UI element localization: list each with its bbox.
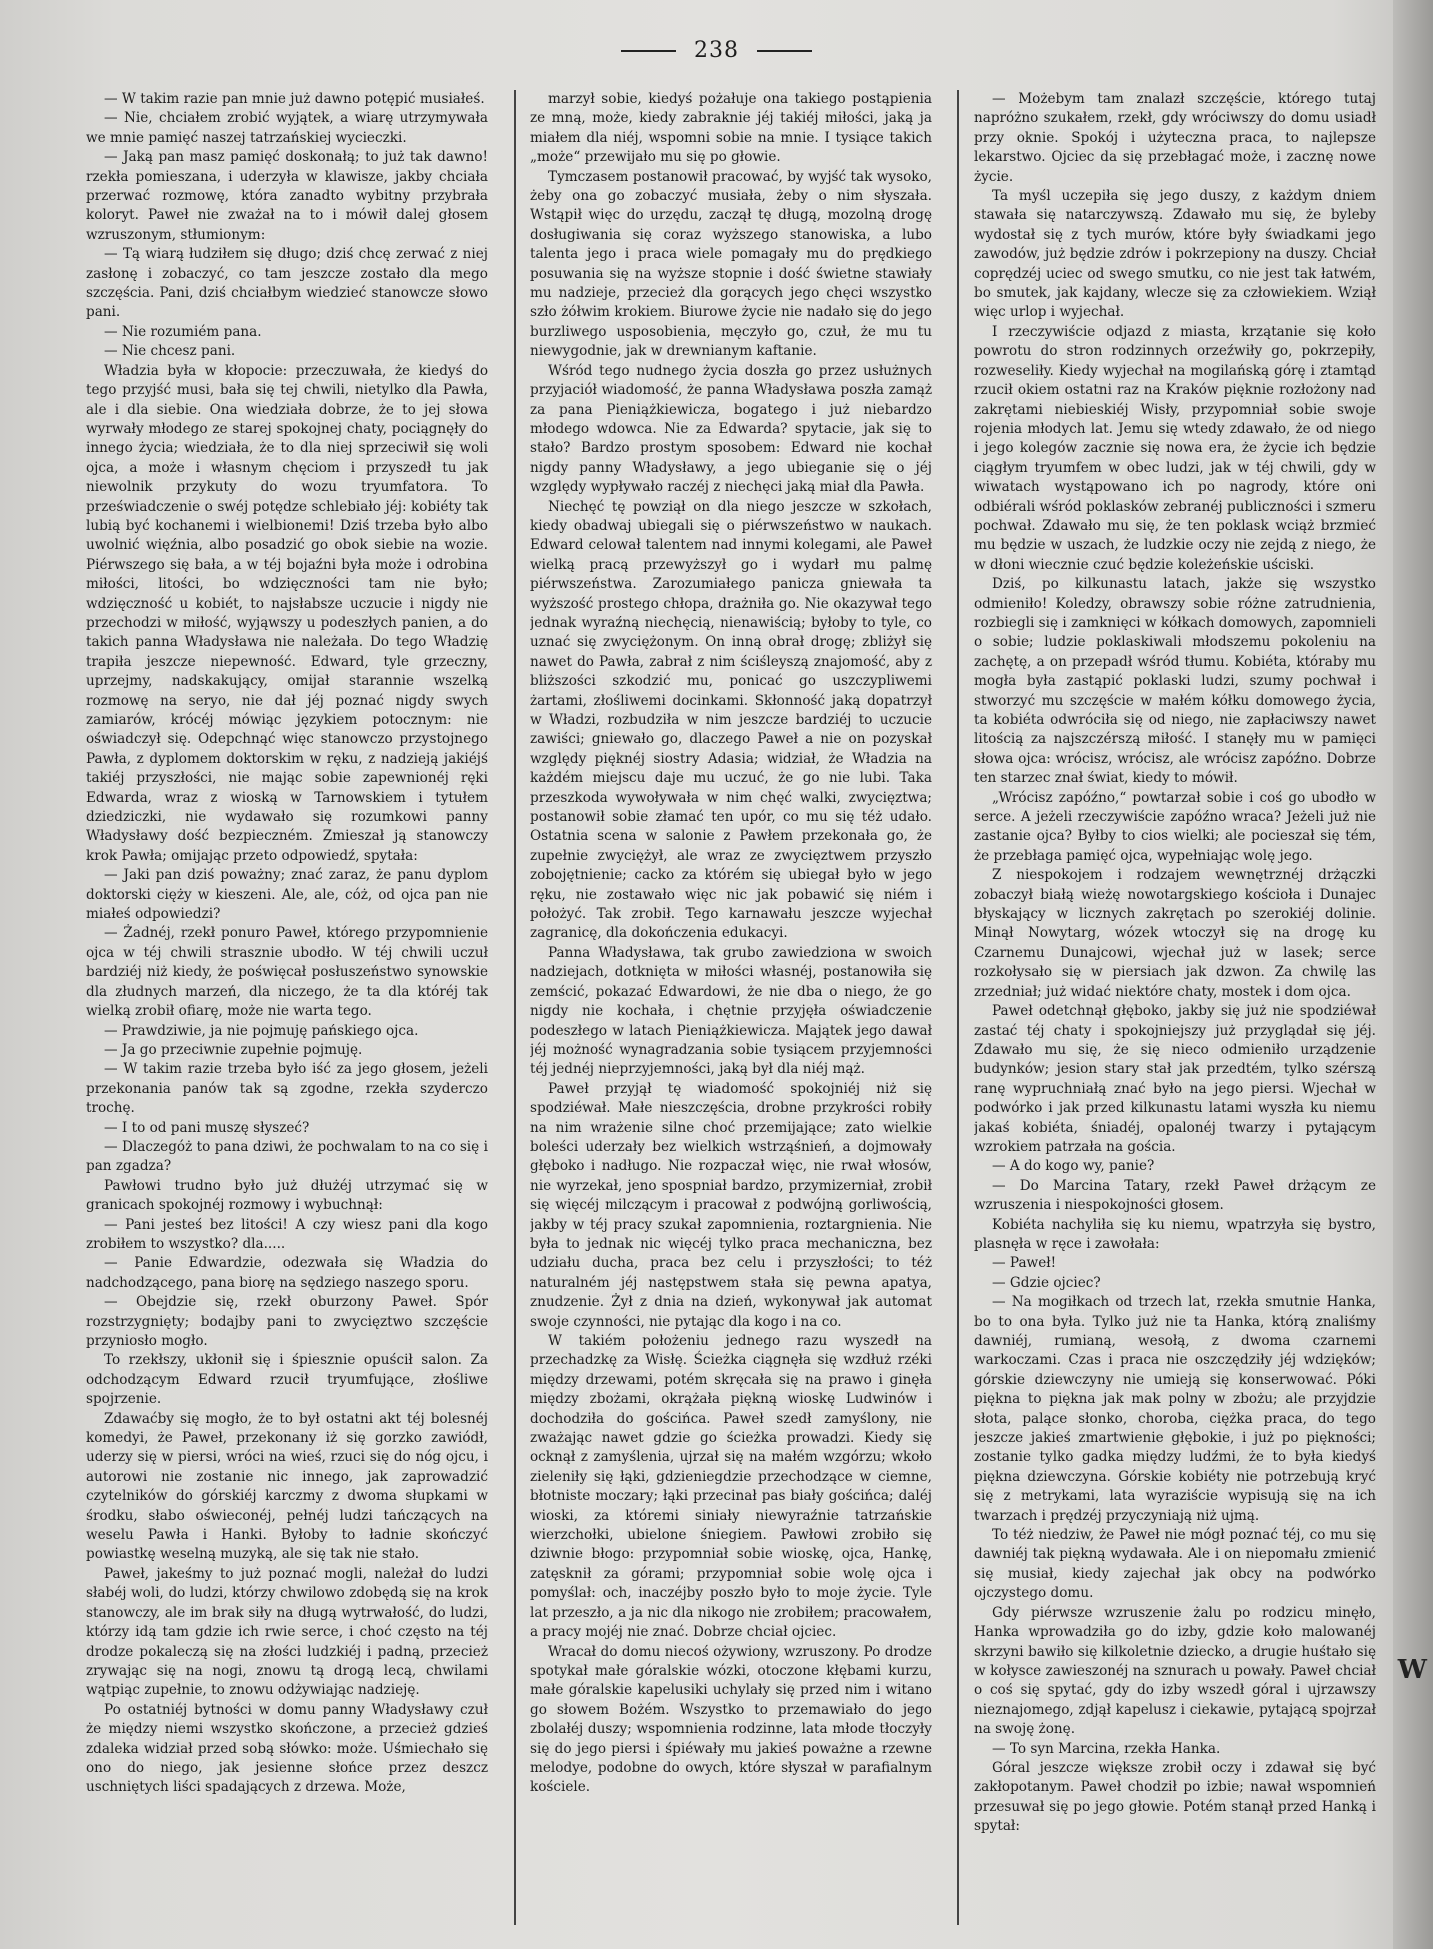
header-rule-left [621, 50, 676, 52]
paragraph: Zdawaćby się mogło, że to był ostatni akt téj bolesnéj komedyi, że Paweł, przekonany iż się gorzko zawiódł, uderzy się w piersi, wróci na wieś, rzuci się do nóg ojcu, i autorowi nie zostanie nic innego, jak zaprowadzić czytelników do górskiéj karczmy z dwoma słupkami w środku, słabo oświeconéj, pełnéj ludzi tańczących na weselu Pawła i Hanki. Byłoby to ładnie skończyć powiastkę weselną muzyką, ale się tak nie stało. [86, 1410, 488, 1563]
paragraph: Z niespokojem i rodzajem wewnętrznéj drżączki zobaczył białą wieżę nowotargskiego kościoła i Dunajec błyskający w licznych zakrętach po szerokiéj dolinie. Minął Nowytarg, wózek wtoczył się na drogę ku Czarnemu Dunajcowi, wjechał już w lasek; serce rozkołysało się w piersiach jak dzwon. Za chwilę las zrzedniał; już widać niektóre chaty, mostek i dom ojca. [974, 867, 1376, 1000]
paragraph: W takiém położeniu jednego razu wyszedł na przechadzkę za Wisłę. Ścieżka ciągnęła się wzdłuż rzéki między drzewami, potém skręcała się na prawo i ginęła między zbożami, okrążała piękną wioskę Ludwinów i dochodziła do gościńca. Paweł szedł zamyślony, nie zważając nawet gdzie go ścieżka prowadzi. Kiedy się ocknął z zamyślenia, ujrzał się na małém wzgórzu; wkoło zieleniły się łąki, gdzieniegdzie przechodzące w ciemne, błotniste moczary; łąki przecinał pas biały gościńca; daléj wioski, za któremi siniały niewyraźnie tatrzańskie wierzchołki, ubielone śniegiem. Pawłowi zrobiło się dziwnie błogo: przypomniał sobie wioskę, ojca, Hankę, zatęsknił za górami; przypomniał sobie wolę ojca i pomyślał: och, inaczéjby poszło było to moje życie. Tyle lat przeszło, a ja nic dla nikogo nie zrobiłem; pracowałem, a pracy mojéj nie znać. Dobrze chciał ojciec. [530, 1333, 932, 1641]
column-divider-1 [514, 90, 516, 1925]
paragraph: — W takim razie pan mnie już dawno potępić musiałeś. [104, 91, 485, 107]
paragraph: — Nie chcesz pani. [104, 343, 236, 360]
paragraph: To rzekłszy, ukłonił się i śpiesznie opuścił salon. Za odchodzącym Edward rzucił tryumfujące, złośliwe spojrzenie. [86, 1352, 488, 1408]
paragraph: — Prawdziwie, ja nie pojmuję pańskiego ojca. [104, 1022, 419, 1039]
paragraph: I rzeczywiście odjazd z miasta, krzątanie się koło powrotu do stron rodzinnych orzeźwiły go, pokrzepiły, rozweseliły. Kiedy wyjechał na mogilańską górę i ztamtąd rzucił okiem ostatni raz na Kraków pięknie rozłożony nad zakrętami niebieskiéj Wisły, przypomniał sobie swoje rojenia młodych lat. Jemu się wtedy zdawało, że od niego i jego kolegów zacznie się nowa era, że życie ich będzie ciągłym tryumfem w obec ludzi, jak w téj chwili, gdy w wiwatach wystąpowano ich po nagrody, które oni odbiérali wśród poklasków zebranéj publiczności i szmeru pochwał. Zdawało mu się, że ten poklask wciąż brzmieć mu będzie w uszach, że ludzkie oczy nie zejdą z niego, że w dłoni wiecznie czuć będzie koleżeńskie uściski. [974, 323, 1376, 573]
paragraph: „Wrócisz zapóźno,“ powtarzał sobie i coś go ubodło w serce. A jeżeli rzeczywiście zapóźno wraca? Jeżeli już nie zastanie ojca? Byłby to cios wielki; ale pocieszał się tém, że przebłaga pamięć ojca, wypełniając wolę jego. [974, 789, 1376, 864]
paragraph: — Nie, chciałem zrobić wyjątek, a wiarę utrzymywała we mnie pamięć naszej tatrzańskiej wycieczki. [86, 110, 488, 146]
paragraph: — To syn Marcina, rzekła Hanka. [992, 1740, 1221, 1757]
adjacent-page-edge [1393, 0, 1433, 1949]
paragraph: Wśród tego nudnego życia doszła go przez usłużnych przyjaciół wiadomość, że panna Władysława poszła zamąż za pana Pieniążkiewicza, bogatego i już niebardzo młodego wdowca. Nie za Edwarda? spytacie, jak się to stało? Bardzo prostym sposobem: Edward nie kochał nigdy panny Władysławy, a jego ubieganie się o jéj względy wypływało raczéj z niechęci jaką miał dla Pawła. [530, 362, 932, 496]
paragraph: Kobiéta nachyliła się ku niemu, wpatrzyła się bystro, plasnęła w ręce i zawołała: [974, 1216, 1376, 1252]
paragraph: — Na mogiłkach od trzech lat, rzekła smutnie Hanka, bo to ona była. Tylko już nie ta Hanka, którą znaliśmy dawniéj, rumianą, wesołą, z dwoma czarnemi warkoczami. Czas i praca nie oszczędziły jéj wdzięków; górskie dziewczyny nie umieją się konserwować. Póki piękna to piękna jak mak polny w zbożu; ale przyjdzie słota, palące słonko, choroba, ciężka praca, do tego jeszcze jakieś zmartwienie głębokie, i już po piękności; zostanie tylko gadka między ludźmi, że to była kiedyś piękna dziewczyna. Górskie kobiéty nie potrzebują kryć się z metrykami, lata wyraziście wypisują się na ich twarzach i prędzéj przyczyniają niż ujmą. [974, 1294, 1376, 1524]
paragraph: Pawłowi trudno było już dłużéj utrzymać się w granicach spokojnéj rozmowy i wybuchnął: [86, 1177, 488, 1214]
paragraph: — Pani jesteś bez litości! A czy wiesz pani dla kogo zrobiłem to wszystko? dla..... [86, 1216, 488, 1252]
paragraph: — Nie rozumiém pana. [104, 323, 262, 340]
paragraph: Paweł odetchnął głęboko, jakby się już nie spodziéwał zastać téj chaty i spokojniejszy już przyglądał się jéj. Zdawało mu się, że się nieco odmieniło urządzenie budynków; jesion stary stał jak przedtém, tylko szérszą ranę wypruchniałą znać było na jego piersi. Wjechał w podwórko i jak przed kilkunastu latami wyszła ku niemu jakaś kobiéta, śniadéj, opalonéj twarzy i pytającym wzrokiem patrzała na gościa. [974, 1003, 1376, 1155]
paragraph: — Jaki pan dziś poważny; znać zaraz, że panu dyplom doktorski cięży w kieszeni. Ale, ale, cóż, od ojca pan nie miałeś odpowiedzi? [86, 867, 488, 923]
paragraph: — A do kogo wy, panie? [992, 1158, 1155, 1175]
paragraph: Dziś, po kilkunastu latach, jakże się wszystko odmieniło! Koledzy, obrawszy sobie różne zatrudnienia, rozbiegli się i zamknięci w kółkach domowych, zapomnieli o sobie; ludzie poklaskiwali młodszemu pokoleniu na zachętę, a on przepadł wśród tłumu. Kobiéta, któraby mu mogła była zastąpić poklaski ludzi, szumy pochwał i stworzyć mu szczęście w małém kółku domowego życia, ta kobiéta odwróciła się od niego, nie zapłaciwszy nawet litością za najszczérszą miłość. I stanęły mu w pamięci słowa ojca: wrócisz, wrócisz, ale wrócisz zapóźno. Dobrze ten starzec znał świat, kiedy to mówił. [974, 576, 1376, 787]
text-column-1 [86, 90, 488, 1920]
paragraph: — Jaką pan masz pamięć doskonałą; to już tak dawno! rzekła pomieszana, i uderzyła w klawisze, jakby chciała przerwać rozmowę, która zanadto wybitny przybrała koloryt. Paweł nie zważał na to i mówił dalej głosem wzruszonym, stłumionym: [86, 149, 488, 243]
paragraph: Władzia była w kłopocie: przeczuwała, że kiedyś do tego przyjść musi, bała się tej chwili, nietylko dla Pawła, ale i dla siebie. Ona wiedziała dobrze, że to jej słowa wyrwały młodego ze starej spokojnej chaty, pociągnęły do innego życia; wiedziała, że to dla niej sprzeciwił się woli ojca, a może i własnym chęciom i przyszedł tu jak niewolnik przykuty do wozu tryumfatora. To przeświadczenie o swéj potędze schlebiało jéj: kobiéty tak lubią być kochanemi i wielbionemi! Dziś trzeba było albo uwolnić więźnia, albo posadzić go obok siebie na wozie. Piérwszego się bała, a w téj bojaźni była może i odrobina miłości, litości, bo wdzięczności tam nie było; wdzięczność u kobiét, to najsłabsze uczucie i nigdy nie przechodzi w miłość, wyjąwszy u podeszłych panien, a do takich panna Władysława nie należała. Do tego Władzię trapiła jeszcze niepewność. Edward, tyle grzeczny, uprzejmy, nadskakujący, omijał starannie wszelką rozmowę na seryo, nie dał jéj poznać nigdy swych zamiarów, krócéj mówiąc językiem potocznym: nie oświadczył się. Odepchnąć więc stanowczo przystojnego Pawła, z dyplomem doktorskim w ręku, z nadzieją jakiéjś takiéj przyszłości, nie mając sobie zapewnionéj ręki Edwarda, wraz z wioską w Tarnowskiem i tytułem dziedziczki, nie wydawało się rozumkowi panny Władysławy dość bezpieczném. Zmieszał ją stanowczy krok Pawła; omijając przeto odpowiedź, spytała: [86, 362, 488, 864]
page-number: 238 [694, 38, 739, 63]
paragraph: — Gdzie ojciec? [992, 1274, 1101, 1291]
paragraph: Paweł przyjął tę wiadomość spokojniéj niż się spodziéwał. Małe nieszczęścia, drobne przykrości robiły na nim wrażenie silne choć przemijające; zato wielkie boleści uderzały bez wielkich wstrząśnień, a dojmowały głęboko i nadługo. Nie rozpaczał więc, nie rwał włosów, nie wyrzekał, jeno spospniał bardzo, przymizerniał, zrobił się więcéj milczącym i pracował z podwójną gorliwością, jakby w téj pracy szukał zapomnienia, roztargnienia. Nie była to jednak nic więcéj tylko praca mechaniczna, bez udziału ducha, praca bez celu i przyszłości; to téż naturalném jéj następstwem stała się pewna apatya, znudzenie. Żył z dnia na dzień, wykonywał jak automat swoje czynności, nie pytając dla kogo i na co. [530, 1080, 932, 1330]
paragraph: — Żadnéj, rzekł ponuro Paweł, którego przypomnienie ojca w téj chwili strasznie ubodło. W téj chwili uczuł bardziéj niż kiedy, że poświęcał posłuszeństwo synowskie dla złudnych marzeń, dla niczego, że ta dla któréj tak wielką zrobił ofiarę, może nie warta tego. [86, 925, 488, 1020]
paragraph: — Panie Edwardzie, odezwała się Władzia do nadchodzącego, pana biorę na sędziego naszego sporu. [86, 1255, 488, 1291]
header-rule-right [757, 50, 812, 52]
paragraph: Po ostatniéj bytności w domu panny Władysławy czuł że między niemi wszystko skończone, a przecież gdzieś zdaleka widział przed sobą słówko: może. Uśmiechało się ono do niego, jak jesienne słońce przez deszcz uschniętych liści spadających z drzewa. Może, [86, 1701, 488, 1796]
paragraph: — Możebym tam znalazł szczęście, którego tutaj napróżno szukałem, rzekł, gdy wróciwszy do domu usiadł przy oknie. Spokój i użyteczna praca, to najlepsze lekarstwo. Ojciec da się przebłagać może, i zacznę nowe życie. [974, 91, 1376, 185]
paragraph: To téż niedziw, że Paweł nie mógł poznać téj, co mu się dawniéj tak piękną wydawała. Ale i on niepomału zmienić się musiał, kiedy zajechał jak obcy na podwórko ojczystego domu. [974, 1527, 1376, 1602]
paragraph: — Obejdzie się, rzekł oburzony Paweł. Spór rozstrzygnięty; bodajby pani to zwycięztwo szczęście przyniosło mogło. [86, 1294, 488, 1349]
edge-text-fragment: W [1397, 1655, 1427, 1685]
paragraph: — Ja go przeciwnie zupełnie pojmuję. [104, 1041, 363, 1058]
paragraph: Góral jeszcze większe zrobił oczy i zdawał się być zakłopotanym. Paweł chodził po izbie; nawał wspomnień przesuwał się po jego głowie. Potém stanął przed Hanką i spytał: [974, 1759, 1376, 1835]
paragraph: Wracał do domu niecoś ożywiony, wzruszony. Po drodze spotykał małe góralskie wózki, otoczone kłębami kurzu, małe góralskie kapelusiki uchylały się przed nim i witano go słowem Bożém. Wszystko to przemawiało do jego zbolałéj duszy; wspomnienia rodzinne, lata młode tłoczyły się do jego piersi i śpiéwały mu jakieś poważne a rzewne melodye, podobne do owych, które słyszał w parafialnym kościele. [530, 1643, 932, 1796]
paragraph: Niechęć tę powziął on dla niego jeszcze w szkołach, kiedy obadwaj ubiegali się o piérwszeństwo w naukach. Edward celował talentem nad innymi kolegami, ale Paweł wielką pracą przewyższył go i wydarł mu palmę piérwszeństwa. Zarozumiałego panicza gniewała ta wyższość prostego chłopa, drażniła go. Nie okazywał tego jednak wyraźną niechęcią, nienawiścią; byłoby to tyle, co uznać się zwyciężonym. On inną obrał drogę; zbliżył się nawet do Pawła, zabrał z nim ściśleyszą znajomość, aby z bliższości szkodzić mu, ponicać go uszczypliwemi żartami, złośliwemi docinkami. Skłonność jaką dopatrzył w Władzi, rozbudziła w nim jeszcze bardziéj to uczucie zawiści; gniewało go, dlaczego Paweł a nie on pozyskał względy pięknéj siostry Adasia; widział, że Władzia na każdém miejscu daje mu uczuć, że go nie lubi. Taka przeszkoda wywoływała w nim chęć walki, zwycięztwa; postanowił sobie złamać ten upór, co mu się téż udało. Ostatnia scena w salonie z Pawłem przekonała go, że zupełnie zwyciężył, ale wraz ze zwycięztwem przyszło zobojętnienie; cacko za którém się ubiegał było w jego ręku, nie zostawało więc nic jak pobawić się niém i położyć. Tak zrobił. Tego karnawału jeszcze wyjechał zagranicę, dla dokończenia edukacyi. [530, 498, 932, 942]
paragraph: Ta myśl uczepiła się jego duszy, z każdym dniem stawała się natarczywszą. Zdawało mu się, że byleby wydostał się z tych murów, które były świadkami jego zawodów, już będzie zdrów i pokrzepiony na duszy. Chciał coprędzéj uciec od swego smutku, co nie jest tak łatwém, bo smutek, jak kajdany, wlecze się za człowiekiem. Wziął więc urlop i wyjechał. [974, 188, 1376, 321]
paragraph: — I to od pani muszę słyszeć? [104, 1119, 310, 1136]
paragraph: Gdy piérwsze wzruszenie żalu po rodzicu minęło, Hanka wprowadziła go do izby, gdzie koło malowanéj skrzyni bawiło się kilkoletnie dziecko, a drugie huśtało się w kołysce zawieszonéj na sznurach u powały. Paweł chciał o coś się spytać, gdy do izby wszedł góral i ujrzawszy nieznajomego, zdjął kapelusz i ciekawie, pytającą spojrzał na swoję żonę. [974, 1604, 1376, 1738]
text-column-3 [974, 90, 1376, 1920]
paragraph: Tymczasem postanowił pracować, by wyjść tak wysoko, żeby ona go zobaczyć musiała, żeby o nim słyszała. Wstąpił więc do urzędu, zaczął tę długą, mozolną drogę dosługiwania się coraz wyższego stanowiska, a lubo talenta jego i praca wiele pomagały mu do prędkiego posuwania się na wyższe stopnie i dość świetne stawiały mu nadzieje, przecież dla gorących jego chęci wszystko szło żółwim krokiem. Biurowe życie nie nadało się do jego burzliwego usposobienia, męczyło go, czuł, że mu tu niewygodnie, jak w drewnianym kaftanie. [530, 168, 932, 360]
page-header [0, 38, 1433, 63]
paragraph: Paweł, jakeśmy to już poznać mogli, należał do ludzi słabéj woli, do ludzi, którzy chwilowo zdobędą się na krok stanowczy, ale im brak siły na długą wytrwałość, do ludzi, którzy idą tam gdzie ich rwie serce, i choć często na téj drodze pokaleczą się na złości ludzkiéj i padną, przecież zrywając się na nogi, znowu tą drogą lecą, chwilami wątpiąc zupełnie, to znowu odżywiając nadzieję. [86, 1565, 488, 1699]
paragraph: — Paweł! [992, 1255, 1057, 1272]
paragraph: — W takim razie trzeba było iść za jego głosem, jeżeli przekonania panów tak są zgodne, rzekła szyderczo trochę. [86, 1061, 488, 1117]
paragraph: — Tą wiarą łudziłem się długo; dziś chcę zerwać z niej zasłonę i zobaczyć, co tam jeszcze zostało dla mego szczęścia. Pani, dziś chciałbym wiedzieć stanowcze słowo pani. [86, 246, 488, 321]
paragraph: Panna Władysława, tak grubo zawiedziona w swoich nadziejach, dotknięta w miłości własnéj, postanowiła się zemścić, pokazać Edwardowi, że nie dba o niego, że go nigdy nie kochała, i chętnie przyjęła oświadczenie podeszłego w latach Pieniążkiewicza. Majątek jego dawał jéj możność wynagradzania sobie tysiącem przyjemności téj jednéj nieprzyjemności, jaką był dla niéj mąż. [530, 944, 932, 1078]
paragraph: marzył sobie, kiedyś pożałuje ona takiego postąpienia ze mną, może, kiedy zabraknie jéj takiéj miłości, jaką ja miałem dla niéj, wspomni sobie na mnie. I tysiące takich „może“ przewijało mu się po głowie. [530, 91, 932, 166]
paragraph: — Do Marcina Tatary, rzekł Paweł drżącym ze wzruszenia i niespokojności głosem. [974, 1177, 1376, 1214]
text-column-2 [530, 90, 932, 1920]
column-divider-2 [957, 90, 959, 1925]
paragraph: — Dlaczegóż to pana dziwi, że pochwalam to na co się i pan zgadza? [86, 1138, 488, 1175]
